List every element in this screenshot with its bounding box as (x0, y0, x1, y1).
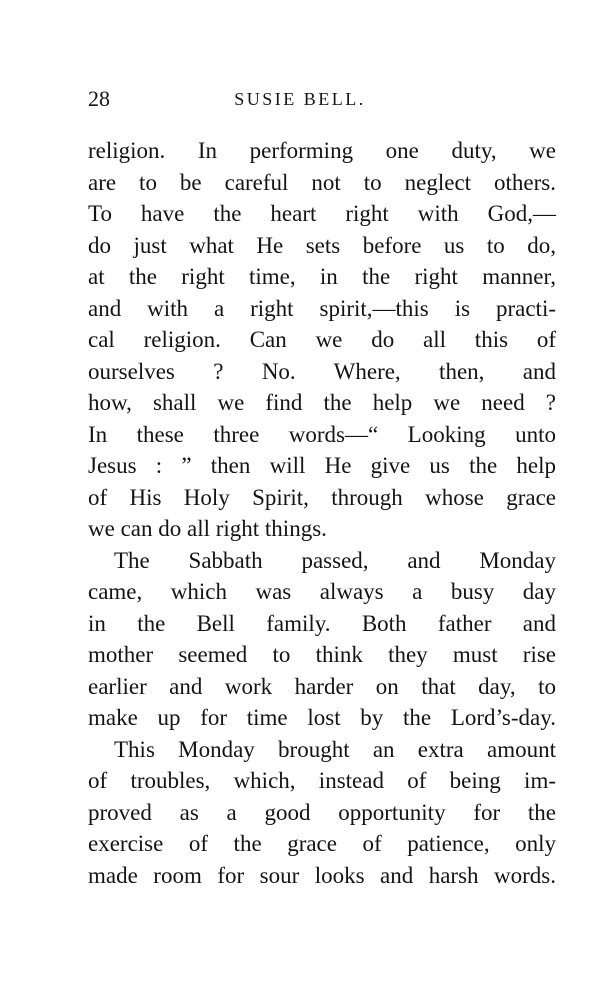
text-line: proved as a good opportunity for the (88, 799, 556, 825)
text-line: make up for time lost by the Lord’s-day. (88, 705, 556, 730)
text-line: how, shall we find the help we need ? (88, 390, 556, 415)
text-line: made room for sour looks and harsh words. (88, 862, 556, 888)
text-line: mother seemed to think they must rise (88, 642, 556, 667)
body-text (88, 135, 556, 891)
text-line: came, which was always a busy day (88, 579, 556, 604)
text-line: exercise of the grace of patience, only (88, 831, 556, 856)
text-line: religion. In performing one duty, we (88, 138, 556, 163)
page-number: 28 (88, 86, 110, 111)
text-line: cal religion. Can we do all this of (88, 327, 556, 352)
text-line: In these three words—“ Looking unto (88, 421, 556, 447)
text-line: at the right time, in the right manner, (88, 264, 556, 289)
text-line: of troubles, which, instead of being im- (88, 768, 556, 793)
text-line: Jesus : ” then will He give us the help (88, 453, 556, 478)
text-line: The Sabbath passed, and Monday (114, 547, 556, 573)
text-line: This Monday brought an extra amount (114, 736, 556, 762)
text-line: are to be careful not to neglect others. (88, 169, 556, 195)
running-head: SUSIE BELL. (234, 89, 366, 109)
text-line: do just what He sets before us to do, (88, 232, 556, 258)
text-line: To have the heart right with God,— (88, 201, 556, 226)
text-line: and with a right spirit,—this is practi- (88, 295, 556, 321)
text-line: we can do all right things. (88, 516, 327, 541)
text-line: earlier and work harder on that day, to (88, 673, 556, 699)
text-line: ourselves ? No. Where, then, and (88, 358, 556, 384)
text-line: of His Holy Spirit, through whose grace (88, 484, 556, 510)
text-line: in the Bell family. Both father and (88, 610, 556, 636)
page-header (88, 86, 512, 116)
